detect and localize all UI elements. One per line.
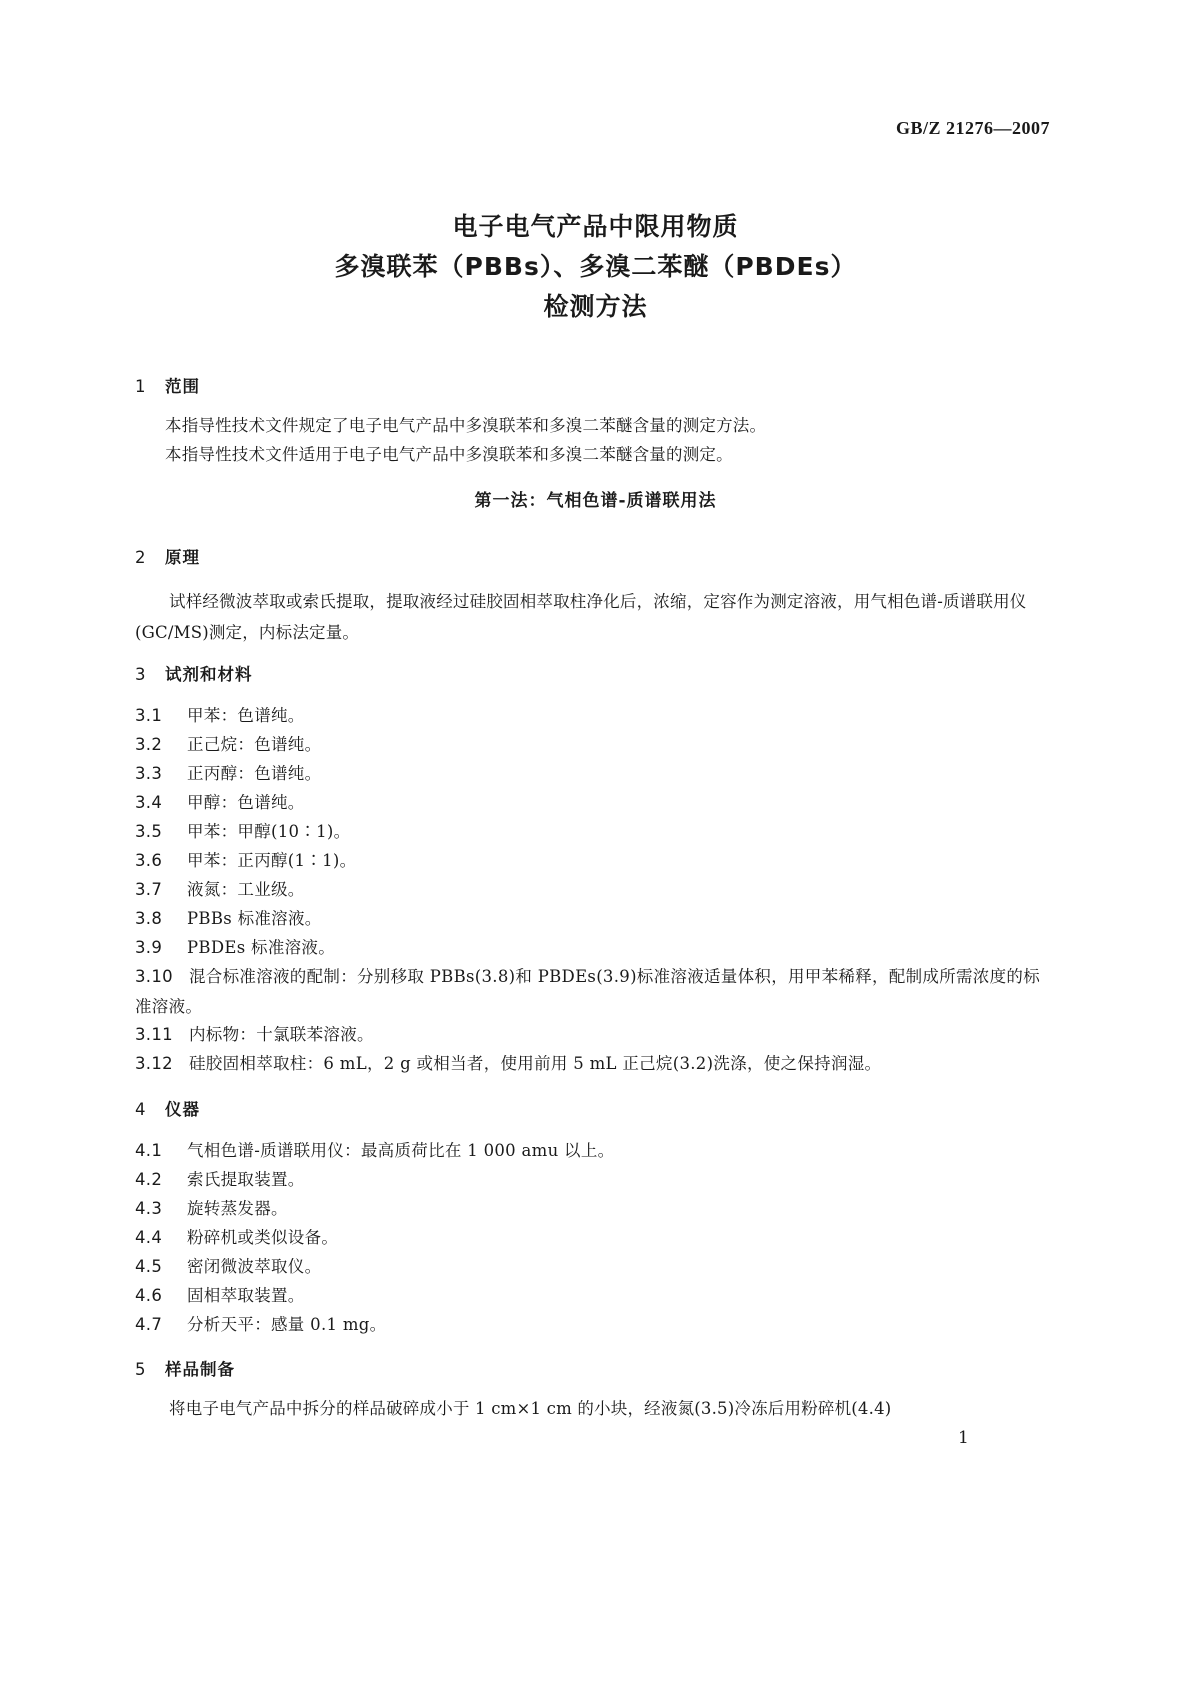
item-text: 内标物：十氯联苯溶液。 [189,1025,374,1044]
item-number: 3.6 [135,851,163,870]
item-number: 4.6 [135,1286,163,1305]
item-number: 3.12 [135,1054,173,1073]
item-number: 3.5 [135,822,163,841]
sample-preparation-paragraph: 将电子电气产品中拆分的样品破碎成小于 1 cm×1 cm 的小块，经液氮(3.5)冷冻后用粉碎机(4.4) [169,1399,892,1418]
list-item [135,759,1055,789]
item-number: 3.9 [135,938,163,957]
item-text: 密闭微波萃取仪。 [187,1257,322,1276]
section-heading-sample-preparation [135,1356,235,1380]
page-number: 1 [958,1428,969,1448]
item-text: 分析天平：感量 0.1 mg。 [187,1315,387,1334]
item-number: 3.10 [135,967,173,986]
item-number: 4.7 [135,1315,163,1334]
list-item [135,1020,1055,1050]
list-item [135,933,1055,963]
section-title: 范围 [165,377,200,396]
list-item [135,1194,1055,1224]
item-number: 4.5 [135,1257,163,1276]
section-number: 5 [135,1360,147,1379]
section-heading-reagents [135,661,253,685]
item-text: 粉碎机或类似设备。 [187,1228,339,1247]
section-number: 1 [135,377,147,396]
item-text: 固相萃取装置。 [187,1286,305,1305]
title-line-1: 电子电气产品中限用物质 [452,212,739,241]
item-text: 混合标准溶液的配制：分别移取 PBBs(3.8)和 PBDEs(3.9)标准溶液适量体积，用甲苯稀释，配制成所需浓度的标准溶液。 [135,967,1041,1016]
item-text: PBDEs 标准溶液。 [187,938,336,957]
scope-paragraph-1: 本指导性技术文件规定了电子电气产品中多溴联苯和多溴二苯醚含量的测定方法。 [165,416,767,435]
item-text: 索氏提取装置。 [187,1170,305,1189]
item-text: 气相色谱-质谱联用仪：最高质荷比在 1 000 amu 以上。 [187,1141,615,1160]
method-heading: 第一法：气相色谱-质谱联用法 [474,491,717,511]
item-number: 3.2 [135,735,163,754]
list-item [135,817,1055,847]
section-title: 原理 [165,548,200,567]
item-number: 4.1 [135,1141,163,1160]
item-number: 3.4 [135,793,163,812]
list-item [135,1252,1055,1282]
list-item [135,1310,1055,1340]
item-number: 4.3 [135,1199,163,1218]
item-text: 旋转蒸发器。 [187,1199,288,1218]
section-heading-principle [135,544,200,568]
section-heading-apparatus [135,1096,200,1120]
list-item [135,701,1055,731]
item-text: 甲苯：色谱纯。 [187,706,305,725]
section-title: 样品制备 [165,1360,235,1379]
list-item [135,1223,1055,1253]
item-text: 正丙醇：色谱纯。 [187,764,322,783]
list-item [135,846,1055,876]
principle-paragraph: 试样经微波萃取或索氏提取，提取液经过硅胶固相萃取柱净化后，浓缩，定容作为测定溶液，用气相色谱-质谱联用仪(GC/MS)测定，内标法定量。 [135,592,1027,642]
list-item [135,1049,1055,1079]
list-item [135,730,1055,760]
item-number: 3.3 [135,764,163,783]
item-text: 甲苯：正丙醇(1∶1)。 [187,851,357,870]
section-title: 仪器 [165,1100,200,1119]
list-item [135,1136,1055,1166]
title-line-2: 多溴联苯（PBBs）、多溴二苯醚（PBDEs） [334,252,857,281]
item-text: 液氮：工业级。 [187,880,305,899]
list-item [135,962,1055,1022]
title-line-3: 检测方法 [543,292,648,321]
item-text: 正己烷：色谱纯。 [187,735,322,754]
item-number: 3.8 [135,909,163,928]
scope-paragraph-2: 本指导性技术文件适用于电子电气产品中多溴联苯和多溴二苯醚含量的测定。 [165,445,733,464]
item-text: 甲苯：甲醇(10∶1)。 [187,822,351,841]
section-heading-scope [135,373,200,397]
standard-code: GB/Z 21276—2007 [895,118,1050,138]
list-item [135,875,1055,905]
item-number: 4.2 [135,1170,163,1189]
section-number: 2 [135,548,147,567]
item-text: PBBs 标准溶液。 [187,909,322,928]
document-title [0,207,1191,327]
list-item [135,904,1055,934]
item-number: 4.4 [135,1228,163,1247]
list-item [135,1165,1055,1195]
section-number: 4 [135,1100,147,1119]
item-number: 3.11 [135,1025,173,1044]
section-title: 试剂和材料 [165,665,253,684]
section-number: 3 [135,665,147,684]
list-item [135,1281,1055,1311]
item-number: 3.1 [135,706,163,725]
item-text: 甲醇：色谱纯。 [187,793,305,812]
item-text: 硅胶固相萃取柱：6 mL，2 g 或相当者，使用前用 5 mL 正己烷(3.2)洗涤，使之保持润湿。 [189,1054,882,1073]
list-item [135,788,1055,818]
item-number: 3.7 [135,880,163,899]
